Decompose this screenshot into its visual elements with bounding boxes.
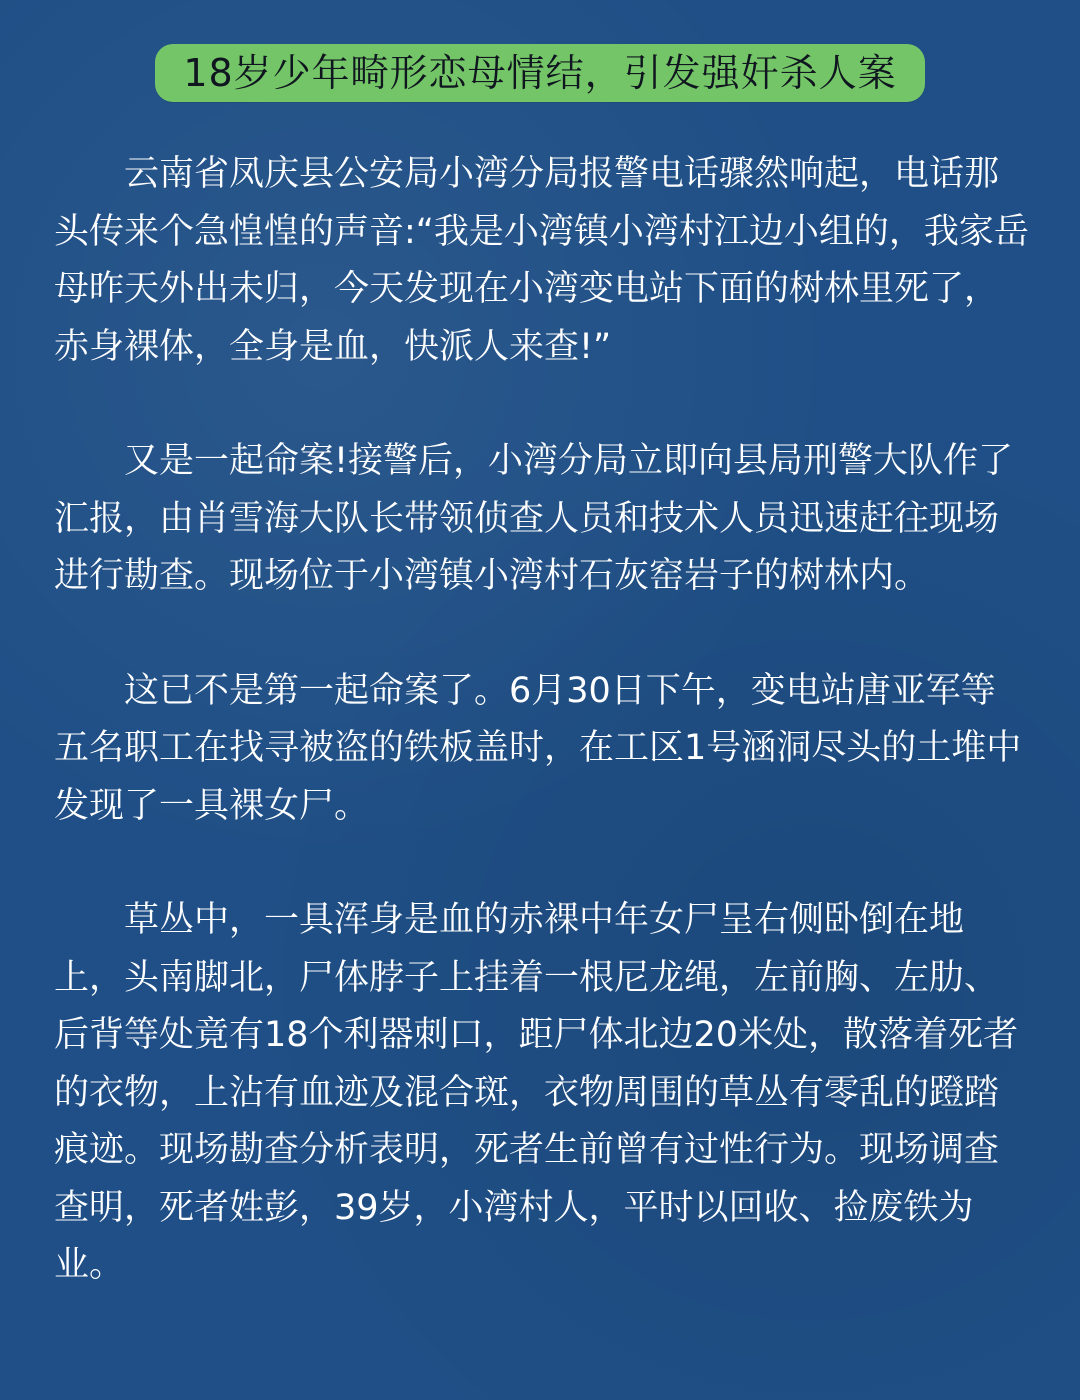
paragraph-2: 又是一起命案!接警后，小湾分局立即向县局刑警大队作了汇报，由肖雪海大队长带领侦查人员和技术人员迅速赶往现场进行勘查。现场位于小湾镇小湾村石灰窑岩子的树林内。 [54,441,1014,596]
article-body [54,146,1030,1295]
paragraph-1: 云南省凤庆县公安局小湾分局报警电话骤然响起，电话那头传来个急惶惶的声音:“我是小湾镇小湾村江边小组的，我家岳母昨天外出未归，今天发现在小湾变电站下面的树林里死了，赤身裸体，全身是血，快派人来查!” [54,154,1029,367]
article-title: 18岁少年畸形恋母情结，引发强奸杀人案 [155,44,924,102]
paragraph-3: 这已不是第一起命案了。6月30日下午，变电站唐亚军等五名职工在找寻被盗的铁板盖时，在工区1号涵洞尽头的土堆中发现了一具裸女尸。 [54,670,1022,826]
paragraph-4: 草丛中，一具浑身是血的赤裸中年女尸呈右侧卧倒在地上，头南脚北，尸体脖子上挂着一根尼龙绳，左前胸、左肋、后背等处竟有18个利器刺口，距尸体北边20米处，散落着死者的衣物，上沾有血迹及混合斑，衣物周围的草丛有零乱的蹬踏痕迹。现场勘查分析表明，死者生前曾有过性行为。现场调查查明，死者姓彭，39岁，小湾村人，平时以回收、捡废铁为业。 [54,900,1019,1285]
title-container [0,44,1080,102]
